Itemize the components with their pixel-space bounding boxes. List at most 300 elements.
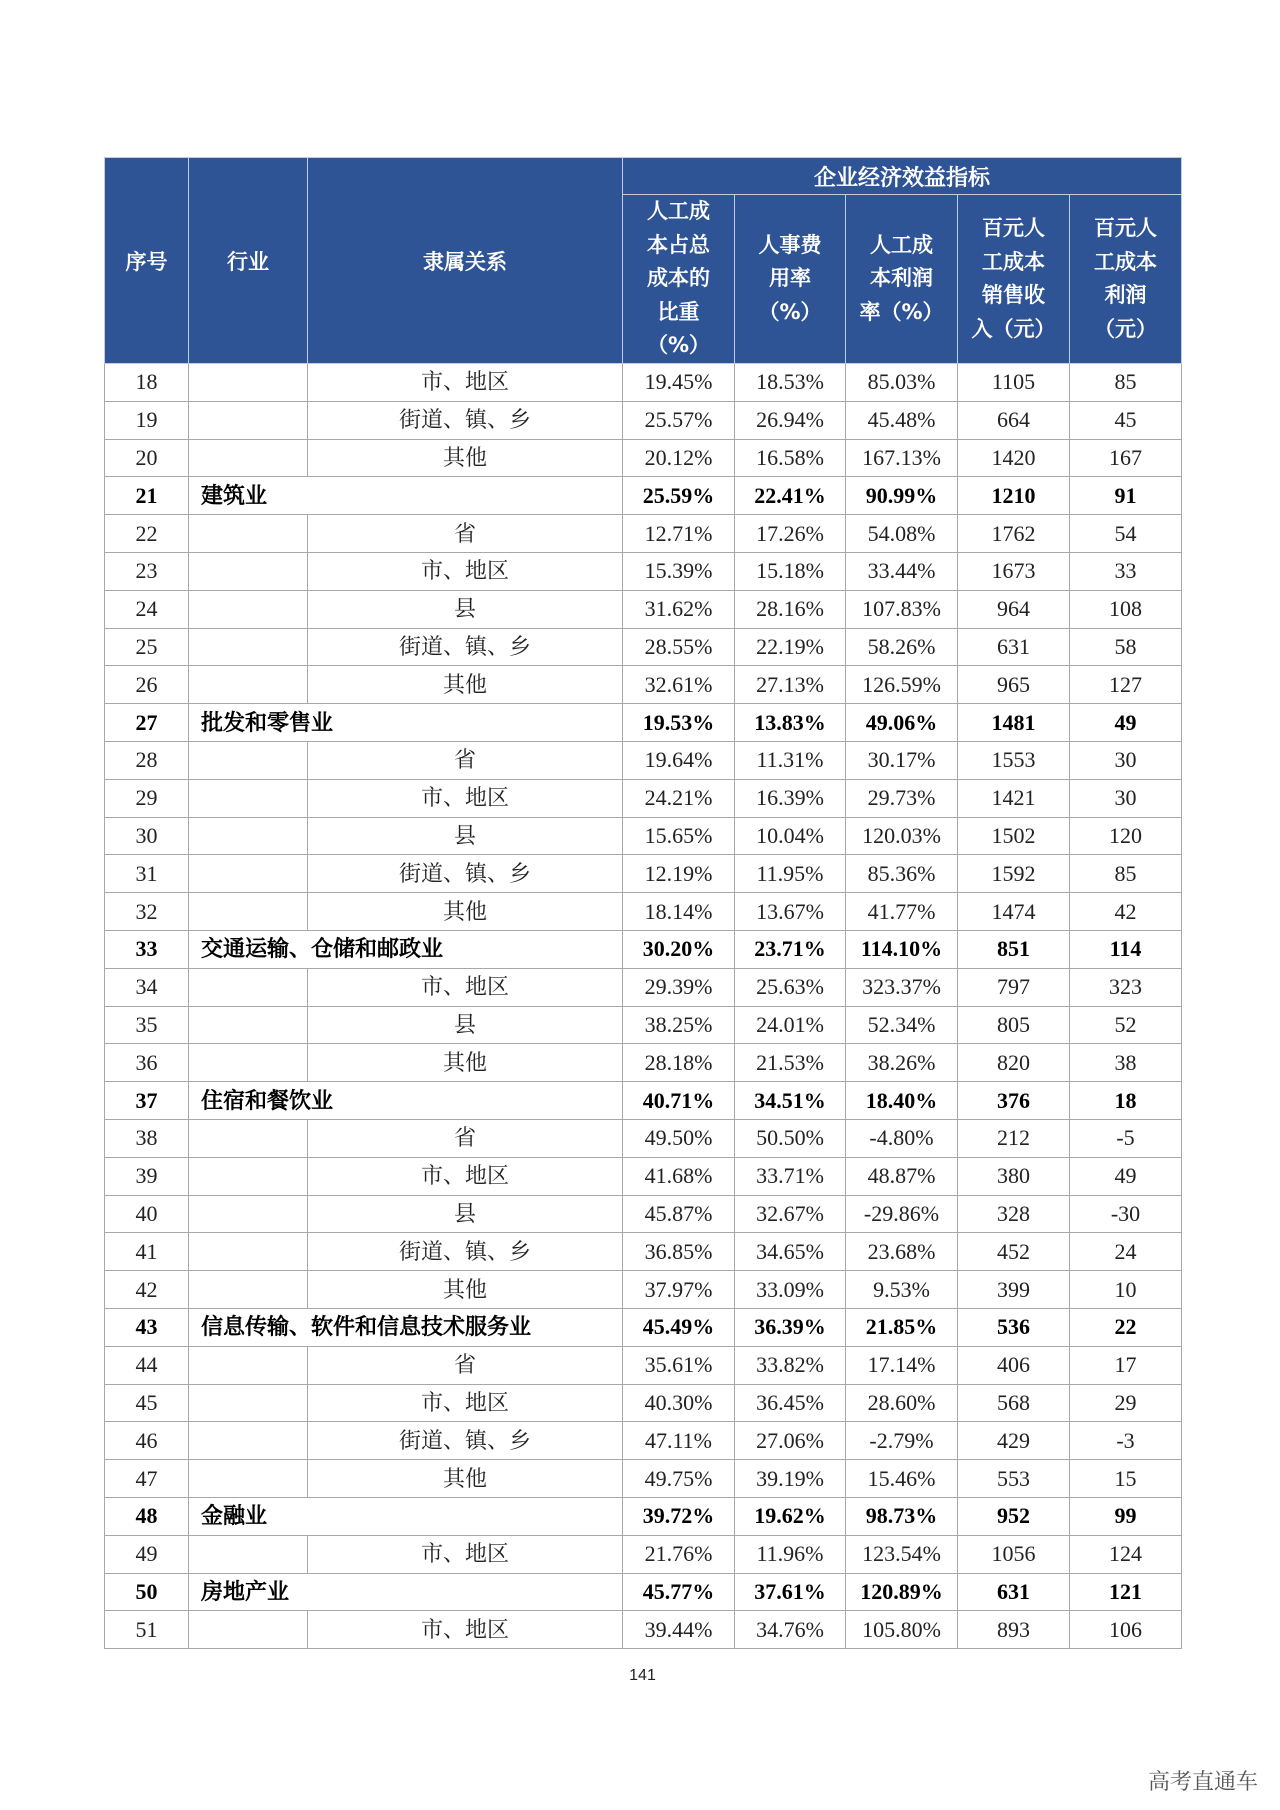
metric-value-cell: 52 bbox=[1070, 1006, 1182, 1044]
metric-value-cell: 23.71% bbox=[735, 930, 846, 968]
metric-value-cell: 58 bbox=[1070, 628, 1182, 666]
row-index-cell: 43 bbox=[105, 1308, 189, 1346]
industry-name-cell: 信息传输、软件和信息技术服务业 bbox=[189, 1308, 623, 1346]
metric-value-cell: 12.19% bbox=[623, 855, 735, 893]
metric-value-cell: 376 bbox=[958, 1082, 1070, 1120]
header-label-line: 人工成 bbox=[870, 232, 933, 257]
metric-value-cell: 29.73% bbox=[846, 779, 958, 817]
affiliation-cell: 县 bbox=[308, 590, 623, 628]
metric-value-cell: 11.95% bbox=[735, 855, 846, 893]
metric-value-cell: 1762 bbox=[958, 515, 1070, 553]
table-row bbox=[105, 741, 1182, 779]
metric-value-cell: 45.48% bbox=[846, 401, 958, 439]
row-index-cell: 48 bbox=[105, 1497, 189, 1535]
metric-value-cell: 33.44% bbox=[846, 552, 958, 590]
metric-value-cell: 120.89% bbox=[846, 1573, 958, 1611]
industry-cell-empty bbox=[189, 552, 308, 590]
metric-value-cell: 38.26% bbox=[846, 1044, 958, 1082]
table-row bbox=[105, 1422, 1182, 1460]
metric-value-cell: 33 bbox=[1070, 552, 1182, 590]
metric-value-cell: 429 bbox=[958, 1422, 1070, 1460]
header-label-line: 百元人 bbox=[1094, 216, 1158, 240]
metric-value-cell: 452 bbox=[958, 1233, 1070, 1271]
affiliation-cell: 县 bbox=[308, 1195, 623, 1233]
affiliation-cell: 市、地区 bbox=[308, 364, 623, 402]
metric-value-cell: 12.71% bbox=[623, 515, 735, 553]
industry-column-header: 行业 bbox=[189, 158, 308, 364]
metric-value-cell: 964 bbox=[958, 590, 1070, 628]
metric-value-cell: 40.71% bbox=[623, 1082, 735, 1120]
metric-value-cell: 85.36% bbox=[846, 855, 958, 893]
metric-value-cell: 123.54% bbox=[846, 1535, 958, 1573]
industry-name-cell: 金融业 bbox=[189, 1497, 623, 1535]
row-index-cell: 40 bbox=[105, 1195, 189, 1233]
table-row bbox=[105, 968, 1182, 1006]
metric-value-cell: 114 bbox=[1070, 930, 1182, 968]
metric-value-cell: 30.17% bbox=[846, 741, 958, 779]
affiliation-cell: 街道、镇、乡 bbox=[308, 855, 623, 893]
metric-value-cell: 98.73% bbox=[846, 1497, 958, 1535]
metric-value-cell: 536 bbox=[958, 1308, 1070, 1346]
metric-value-cell: 48.87% bbox=[846, 1157, 958, 1195]
industry-cell-empty bbox=[189, 968, 308, 1006]
table-row bbox=[105, 666, 1182, 704]
metric-value-cell: 28.16% bbox=[735, 590, 846, 628]
industry-cell-empty bbox=[189, 1384, 308, 1422]
metric-value-cell: 28.18% bbox=[623, 1044, 735, 1082]
row-index-cell: 26 bbox=[105, 666, 189, 704]
affiliation-cell: 其他 bbox=[308, 893, 623, 931]
table-header bbox=[105, 158, 1182, 364]
industry-cell-empty bbox=[189, 666, 308, 704]
metric-value-cell: 105.80% bbox=[846, 1611, 958, 1649]
header-label-line: 本占总 bbox=[647, 232, 710, 257]
industry-cell-empty bbox=[189, 1535, 308, 1573]
row-index-cell: 42 bbox=[105, 1271, 189, 1309]
row-index-cell: 28 bbox=[105, 741, 189, 779]
header-label-line: 百元人 bbox=[982, 216, 1045, 240]
metric-value-cell: 49 bbox=[1070, 704, 1182, 742]
economic-efficiency-table bbox=[104, 157, 1182, 1649]
metric-value-cell: 323.37% bbox=[846, 968, 958, 1006]
affiliation-column-header: 隶属关系 bbox=[308, 158, 623, 364]
row-index-cell: 49 bbox=[105, 1535, 189, 1573]
header-label-line: （%） bbox=[646, 333, 711, 358]
metric-value-cell: 126.59% bbox=[846, 666, 958, 704]
row-index-cell: 31 bbox=[105, 855, 189, 893]
metric-value-cell: 631 bbox=[958, 628, 1070, 666]
table-row bbox=[105, 1233, 1182, 1271]
affiliation-cell: 其他 bbox=[308, 439, 623, 477]
industry-cell-empty bbox=[189, 515, 308, 553]
industry-total-row bbox=[105, 477, 1182, 515]
page-number: 141 bbox=[629, 1667, 656, 1684]
metric-value-cell: 1481 bbox=[958, 704, 1070, 742]
header-label-line: 工成本 bbox=[982, 249, 1045, 274]
industry-cell-empty bbox=[189, 741, 308, 779]
metric-value-cell: 33.09% bbox=[735, 1271, 846, 1309]
metric-value-cell: 1420 bbox=[958, 439, 1070, 477]
table-row bbox=[105, 590, 1182, 628]
header-label-line: 本利润 bbox=[870, 266, 933, 291]
industry-cell-empty bbox=[189, 1271, 308, 1309]
affiliation-cell: 县 bbox=[308, 1006, 623, 1044]
metric-value-cell: 328 bbox=[958, 1195, 1070, 1233]
metric-value-cell: 39.72% bbox=[623, 1497, 735, 1535]
metric-value-cell: 13.67% bbox=[735, 893, 846, 931]
table-row bbox=[105, 817, 1182, 855]
metric-value-cell: 34.76% bbox=[735, 1611, 846, 1649]
industry-cell-empty bbox=[189, 893, 308, 931]
metric-value-cell: 952 bbox=[958, 1497, 1070, 1535]
affiliation-cell: 街道、镇、乡 bbox=[308, 628, 623, 666]
metric-value-cell: 32.61% bbox=[623, 666, 735, 704]
row-index-cell: 32 bbox=[105, 893, 189, 931]
industry-cell-empty bbox=[189, 1233, 308, 1271]
metric-value-cell: 49.50% bbox=[623, 1119, 735, 1157]
row-index-cell: 23 bbox=[105, 552, 189, 590]
header-label-line: （%） bbox=[758, 299, 822, 324]
metric-value-cell: 17.26% bbox=[735, 515, 846, 553]
industry-name-cell: 住宿和餐饮业 bbox=[189, 1082, 623, 1120]
metric-value-cell: 13.83% bbox=[735, 704, 846, 742]
metric-value-cell: 24.21% bbox=[623, 779, 735, 817]
header-label-line: 利润 bbox=[1104, 283, 1147, 307]
metric-value-cell: 21.85% bbox=[846, 1308, 958, 1346]
metric-value-cell: 406 bbox=[958, 1346, 1070, 1384]
metric-value-cell: 41.68% bbox=[623, 1157, 735, 1195]
metric-value-cell: 33.71% bbox=[735, 1157, 846, 1195]
metric-value-cell: 399 bbox=[958, 1271, 1070, 1309]
metric-value-cell: 36.39% bbox=[735, 1308, 846, 1346]
industry-cell-empty bbox=[189, 855, 308, 893]
metric-value-cell: 15.65% bbox=[623, 817, 735, 855]
industry-total-row bbox=[105, 1497, 1182, 1535]
metric-value-cell: 18.53% bbox=[735, 364, 846, 402]
row-index-cell: 21 bbox=[105, 477, 189, 515]
metric-value-cell: 45 bbox=[1070, 401, 1182, 439]
metric-value-cell: 31.62% bbox=[623, 590, 735, 628]
metric-value-cell: 24.01% bbox=[735, 1006, 846, 1044]
metric-value-cell: 16.58% bbox=[735, 439, 846, 477]
affiliation-cell: 其他 bbox=[308, 1460, 623, 1498]
metric-value-cell: 380 bbox=[958, 1157, 1070, 1195]
metric-value-cell: 1673 bbox=[958, 552, 1070, 590]
metric-value-cell: 114.10% bbox=[846, 930, 958, 968]
table-row bbox=[105, 552, 1182, 590]
header-label-line: 人工成 bbox=[647, 199, 710, 224]
metric-value-cell: 893 bbox=[958, 1611, 1070, 1649]
metric-value-cell: 1592 bbox=[958, 855, 1070, 893]
affiliation-cell: 其他 bbox=[308, 666, 623, 704]
header-label-line: 销售收 bbox=[982, 283, 1045, 307]
metric-value-cell: 39.19% bbox=[735, 1460, 846, 1498]
metric-value-cell: 29.39% bbox=[623, 968, 735, 1006]
affiliation-cell: 省 bbox=[308, 515, 623, 553]
affiliation-cell: 市、地区 bbox=[308, 968, 623, 1006]
metric-value-cell: 631 bbox=[958, 1573, 1070, 1611]
metric-value-cell: 30.20% bbox=[623, 930, 735, 968]
affiliation-cell: 其他 bbox=[308, 1271, 623, 1309]
affiliation-cell: 其他 bbox=[308, 1044, 623, 1082]
industry-cell-empty bbox=[189, 817, 308, 855]
metric-value-cell: 58.26% bbox=[846, 628, 958, 666]
metric-value-cell: 19.62% bbox=[735, 1497, 846, 1535]
metric-value-cell: 797 bbox=[958, 968, 1070, 1006]
metric-value-cell: 30 bbox=[1070, 741, 1182, 779]
personnel-expense-rate-header bbox=[735, 195, 846, 364]
affiliation-cell: 县 bbox=[308, 817, 623, 855]
metric-value-cell: 33.82% bbox=[735, 1346, 846, 1384]
table-row bbox=[105, 401, 1182, 439]
metric-value-cell: 19.45% bbox=[623, 364, 735, 402]
affiliation-cell: 市、地区 bbox=[308, 552, 623, 590]
row-index-cell: 36 bbox=[105, 1044, 189, 1082]
affiliation-cell: 市、地区 bbox=[308, 1611, 623, 1649]
table-row bbox=[105, 1119, 1182, 1157]
table-row bbox=[105, 515, 1182, 553]
affiliation-cell: 市、地区 bbox=[308, 1535, 623, 1573]
metric-value-cell: 553 bbox=[958, 1460, 1070, 1498]
metric-value-cell: 28.60% bbox=[846, 1384, 958, 1422]
metric-value-cell: 15.18% bbox=[735, 552, 846, 590]
metric-value-cell: 1056 bbox=[958, 1535, 1070, 1573]
affiliation-cell: 街道、镇、乡 bbox=[308, 1422, 623, 1460]
row-index-cell: 51 bbox=[105, 1611, 189, 1649]
row-index-cell: 47 bbox=[105, 1460, 189, 1498]
industry-name-cell: 交通运输、仓储和邮政业 bbox=[189, 930, 623, 968]
metric-value-cell: 22.41% bbox=[735, 477, 846, 515]
industry-total-row bbox=[105, 1308, 1182, 1346]
index-column-header: 序号 bbox=[105, 158, 189, 364]
metric-value-cell: 10.04% bbox=[735, 817, 846, 855]
metric-value-cell: -30 bbox=[1070, 1195, 1182, 1233]
metric-value-cell: 49 bbox=[1070, 1157, 1182, 1195]
industry-cell-empty bbox=[189, 439, 308, 477]
industry-cell-empty bbox=[189, 590, 308, 628]
metric-value-cell: 15.46% bbox=[846, 1460, 958, 1498]
metric-value-cell: 34.65% bbox=[735, 1233, 846, 1271]
industry-name-cell: 建筑业 bbox=[189, 477, 623, 515]
metric-value-cell: 54 bbox=[1070, 515, 1182, 553]
industry-cell-empty bbox=[189, 1460, 308, 1498]
metric-value-cell: 91 bbox=[1070, 477, 1182, 515]
industry-cell-empty bbox=[189, 1157, 308, 1195]
metric-value-cell: 24 bbox=[1070, 1233, 1182, 1271]
affiliation-cell: 省 bbox=[308, 1346, 623, 1384]
metric-value-cell: 11.31% bbox=[735, 741, 846, 779]
metric-value-cell: 85.03% bbox=[846, 364, 958, 402]
metric-value-cell: 50.50% bbox=[735, 1119, 846, 1157]
metric-value-cell: 42 bbox=[1070, 893, 1182, 931]
metric-value-cell: 106 bbox=[1070, 1611, 1182, 1649]
metric-value-cell: 25.59% bbox=[623, 477, 735, 515]
metric-value-cell: 965 bbox=[958, 666, 1070, 704]
metric-value-cell: 127 bbox=[1070, 666, 1182, 704]
metric-value-cell: -4.80% bbox=[846, 1119, 958, 1157]
table-row bbox=[105, 1346, 1182, 1384]
metric-value-cell: 90.99% bbox=[846, 477, 958, 515]
affiliation-cell: 市、地区 bbox=[308, 779, 623, 817]
labor-cost-profit-rate-header bbox=[846, 195, 958, 364]
industry-cell-empty bbox=[189, 779, 308, 817]
metric-value-cell: 99 bbox=[1070, 1497, 1182, 1535]
sales-per-100-labor-cost-header bbox=[958, 195, 1070, 364]
metric-value-cell: 18.14% bbox=[623, 893, 735, 931]
header-label-line: 比重 bbox=[657, 299, 700, 324]
metric-value-cell: 22 bbox=[1070, 1308, 1182, 1346]
table-row bbox=[105, 1044, 1182, 1082]
row-index-cell: 24 bbox=[105, 590, 189, 628]
header-label-line: 用率 bbox=[769, 266, 811, 291]
metric-value-cell: 851 bbox=[958, 930, 1070, 968]
metric-value-cell: 120.03% bbox=[846, 817, 958, 855]
metric-value-cell: 167.13% bbox=[846, 439, 958, 477]
metric-value-cell: 85 bbox=[1070, 364, 1182, 402]
row-index-cell: 39 bbox=[105, 1157, 189, 1195]
metric-value-cell: -29.86% bbox=[846, 1195, 958, 1233]
metric-value-cell: -2.79% bbox=[846, 1422, 958, 1460]
table-row bbox=[105, 779, 1182, 817]
industry-total-row bbox=[105, 1573, 1182, 1611]
header-label-line: 率（%） bbox=[859, 299, 944, 324]
table-row bbox=[105, 1157, 1182, 1195]
row-index-cell: 35 bbox=[105, 1006, 189, 1044]
table-row bbox=[105, 1535, 1182, 1573]
metric-value-cell: 29 bbox=[1070, 1384, 1182, 1422]
metric-value-cell: 40.30% bbox=[623, 1384, 735, 1422]
metric-value-cell: 820 bbox=[958, 1044, 1070, 1082]
row-index-cell: 19 bbox=[105, 401, 189, 439]
table-row bbox=[105, 1006, 1182, 1044]
metric-value-cell: 9.53% bbox=[846, 1271, 958, 1309]
metric-value-cell: 37.61% bbox=[735, 1573, 846, 1611]
metric-value-cell: 25.57% bbox=[623, 401, 735, 439]
metric-value-cell: 37.97% bbox=[623, 1271, 735, 1309]
row-index-cell: 34 bbox=[105, 968, 189, 1006]
industry-cell-empty bbox=[189, 1006, 308, 1044]
industry-cell-empty bbox=[189, 1422, 308, 1460]
header-label-line: 工成本 bbox=[1094, 249, 1158, 274]
row-index-cell: 46 bbox=[105, 1422, 189, 1460]
row-index-cell: 44 bbox=[105, 1346, 189, 1384]
industry-cell-empty bbox=[189, 1195, 308, 1233]
metric-value-cell: -5 bbox=[1070, 1119, 1182, 1157]
row-index-cell: 37 bbox=[105, 1082, 189, 1120]
affiliation-cell: 省 bbox=[308, 741, 623, 779]
metric-value-cell: 34.51% bbox=[735, 1082, 846, 1120]
metric-value-cell: 17 bbox=[1070, 1346, 1182, 1384]
header-label-line: 人事费 bbox=[758, 232, 822, 257]
header-label-line: 成本的 bbox=[647, 266, 710, 291]
metric-value-cell: 108 bbox=[1070, 590, 1182, 628]
table-row bbox=[105, 439, 1182, 477]
metric-value-cell: 27.06% bbox=[735, 1422, 846, 1460]
metric-value-cell: 167 bbox=[1070, 439, 1182, 477]
table-row bbox=[105, 893, 1182, 931]
industry-cell-empty bbox=[189, 1044, 308, 1082]
metric-value-cell: 38 bbox=[1070, 1044, 1182, 1082]
affiliation-cell: 街道、镇、乡 bbox=[308, 1233, 623, 1271]
metric-value-cell: 23.68% bbox=[846, 1233, 958, 1271]
industry-cell-empty bbox=[189, 1119, 308, 1157]
metric-value-cell: 19.64% bbox=[623, 741, 735, 779]
metric-value-cell: 45.87% bbox=[623, 1195, 735, 1233]
row-index-cell: 45 bbox=[105, 1384, 189, 1422]
header-label-line: 入（元） bbox=[971, 316, 1056, 341]
metric-value-cell: 36.45% bbox=[735, 1384, 846, 1422]
metric-value-cell: 30 bbox=[1070, 779, 1182, 817]
industry-name-cell: 批发和零售业 bbox=[189, 704, 623, 742]
industry-cell-empty bbox=[189, 1611, 308, 1649]
metric-value-cell: 10 bbox=[1070, 1271, 1182, 1309]
industry-cell-empty bbox=[189, 364, 308, 402]
metric-value-cell: 568 bbox=[958, 1384, 1070, 1422]
metric-value-cell: 1421 bbox=[958, 779, 1070, 817]
industry-cell-empty bbox=[189, 628, 308, 666]
metric-value-cell: 15.39% bbox=[623, 552, 735, 590]
table-row bbox=[105, 1195, 1182, 1233]
affiliation-cell: 省 bbox=[308, 1119, 623, 1157]
industry-total-row bbox=[105, 704, 1182, 742]
metric-value-cell: 212 bbox=[958, 1119, 1070, 1157]
affiliation-cell: 街道、镇、乡 bbox=[308, 401, 623, 439]
watermark-text: 高考直通车 bbox=[1148, 1770, 1259, 1795]
row-index-cell: 50 bbox=[105, 1573, 189, 1611]
metric-value-cell: 121 bbox=[1070, 1573, 1182, 1611]
table-row bbox=[105, 364, 1182, 402]
economic-efficiency-group-header: 企业经济效益指标 bbox=[623, 158, 1182, 195]
header-label-line: （元） bbox=[1094, 316, 1158, 341]
row-index-cell: 30 bbox=[105, 817, 189, 855]
metric-value-cell: 85 bbox=[1070, 855, 1182, 893]
metric-value-cell: 1502 bbox=[958, 817, 1070, 855]
metric-value-cell: 49.75% bbox=[623, 1460, 735, 1498]
metric-value-cell: 28.55% bbox=[623, 628, 735, 666]
metric-value-cell: 41.77% bbox=[846, 893, 958, 931]
metric-value-cell: 52.34% bbox=[846, 1006, 958, 1044]
metric-value-cell: 32.67% bbox=[735, 1195, 846, 1233]
row-index-cell: 22 bbox=[105, 515, 189, 553]
industry-total-row bbox=[105, 930, 1182, 968]
metric-value-cell: 25.63% bbox=[735, 968, 846, 1006]
row-index-cell: 18 bbox=[105, 364, 189, 402]
metric-value-cell: 805 bbox=[958, 1006, 1070, 1044]
industry-cell-empty bbox=[189, 1346, 308, 1384]
row-index-cell: 20 bbox=[105, 439, 189, 477]
table-row bbox=[105, 1611, 1182, 1649]
metric-value-cell: 18.40% bbox=[846, 1082, 958, 1120]
metric-value-cell: 120 bbox=[1070, 817, 1182, 855]
metric-value-cell: 1105 bbox=[958, 364, 1070, 402]
metric-value-cell: -3 bbox=[1070, 1422, 1182, 1460]
metric-value-cell: 45.77% bbox=[623, 1573, 735, 1611]
metric-value-cell: 45.49% bbox=[623, 1308, 735, 1346]
header-row-top bbox=[105, 158, 1182, 195]
row-index-cell: 25 bbox=[105, 628, 189, 666]
industry-name-cell: 房地产业 bbox=[189, 1573, 623, 1611]
row-index-cell: 41 bbox=[105, 1233, 189, 1271]
table-row bbox=[105, 855, 1182, 893]
metric-value-cell: 22.19% bbox=[735, 628, 846, 666]
row-index-cell: 27 bbox=[105, 704, 189, 742]
metric-value-cell: 26.94% bbox=[735, 401, 846, 439]
row-index-cell: 38 bbox=[105, 1119, 189, 1157]
table-body bbox=[105, 364, 1182, 1649]
metric-value-cell: 35.61% bbox=[623, 1346, 735, 1384]
metric-value-cell: 21.53% bbox=[735, 1044, 846, 1082]
metric-value-cell: 21.76% bbox=[623, 1535, 735, 1573]
